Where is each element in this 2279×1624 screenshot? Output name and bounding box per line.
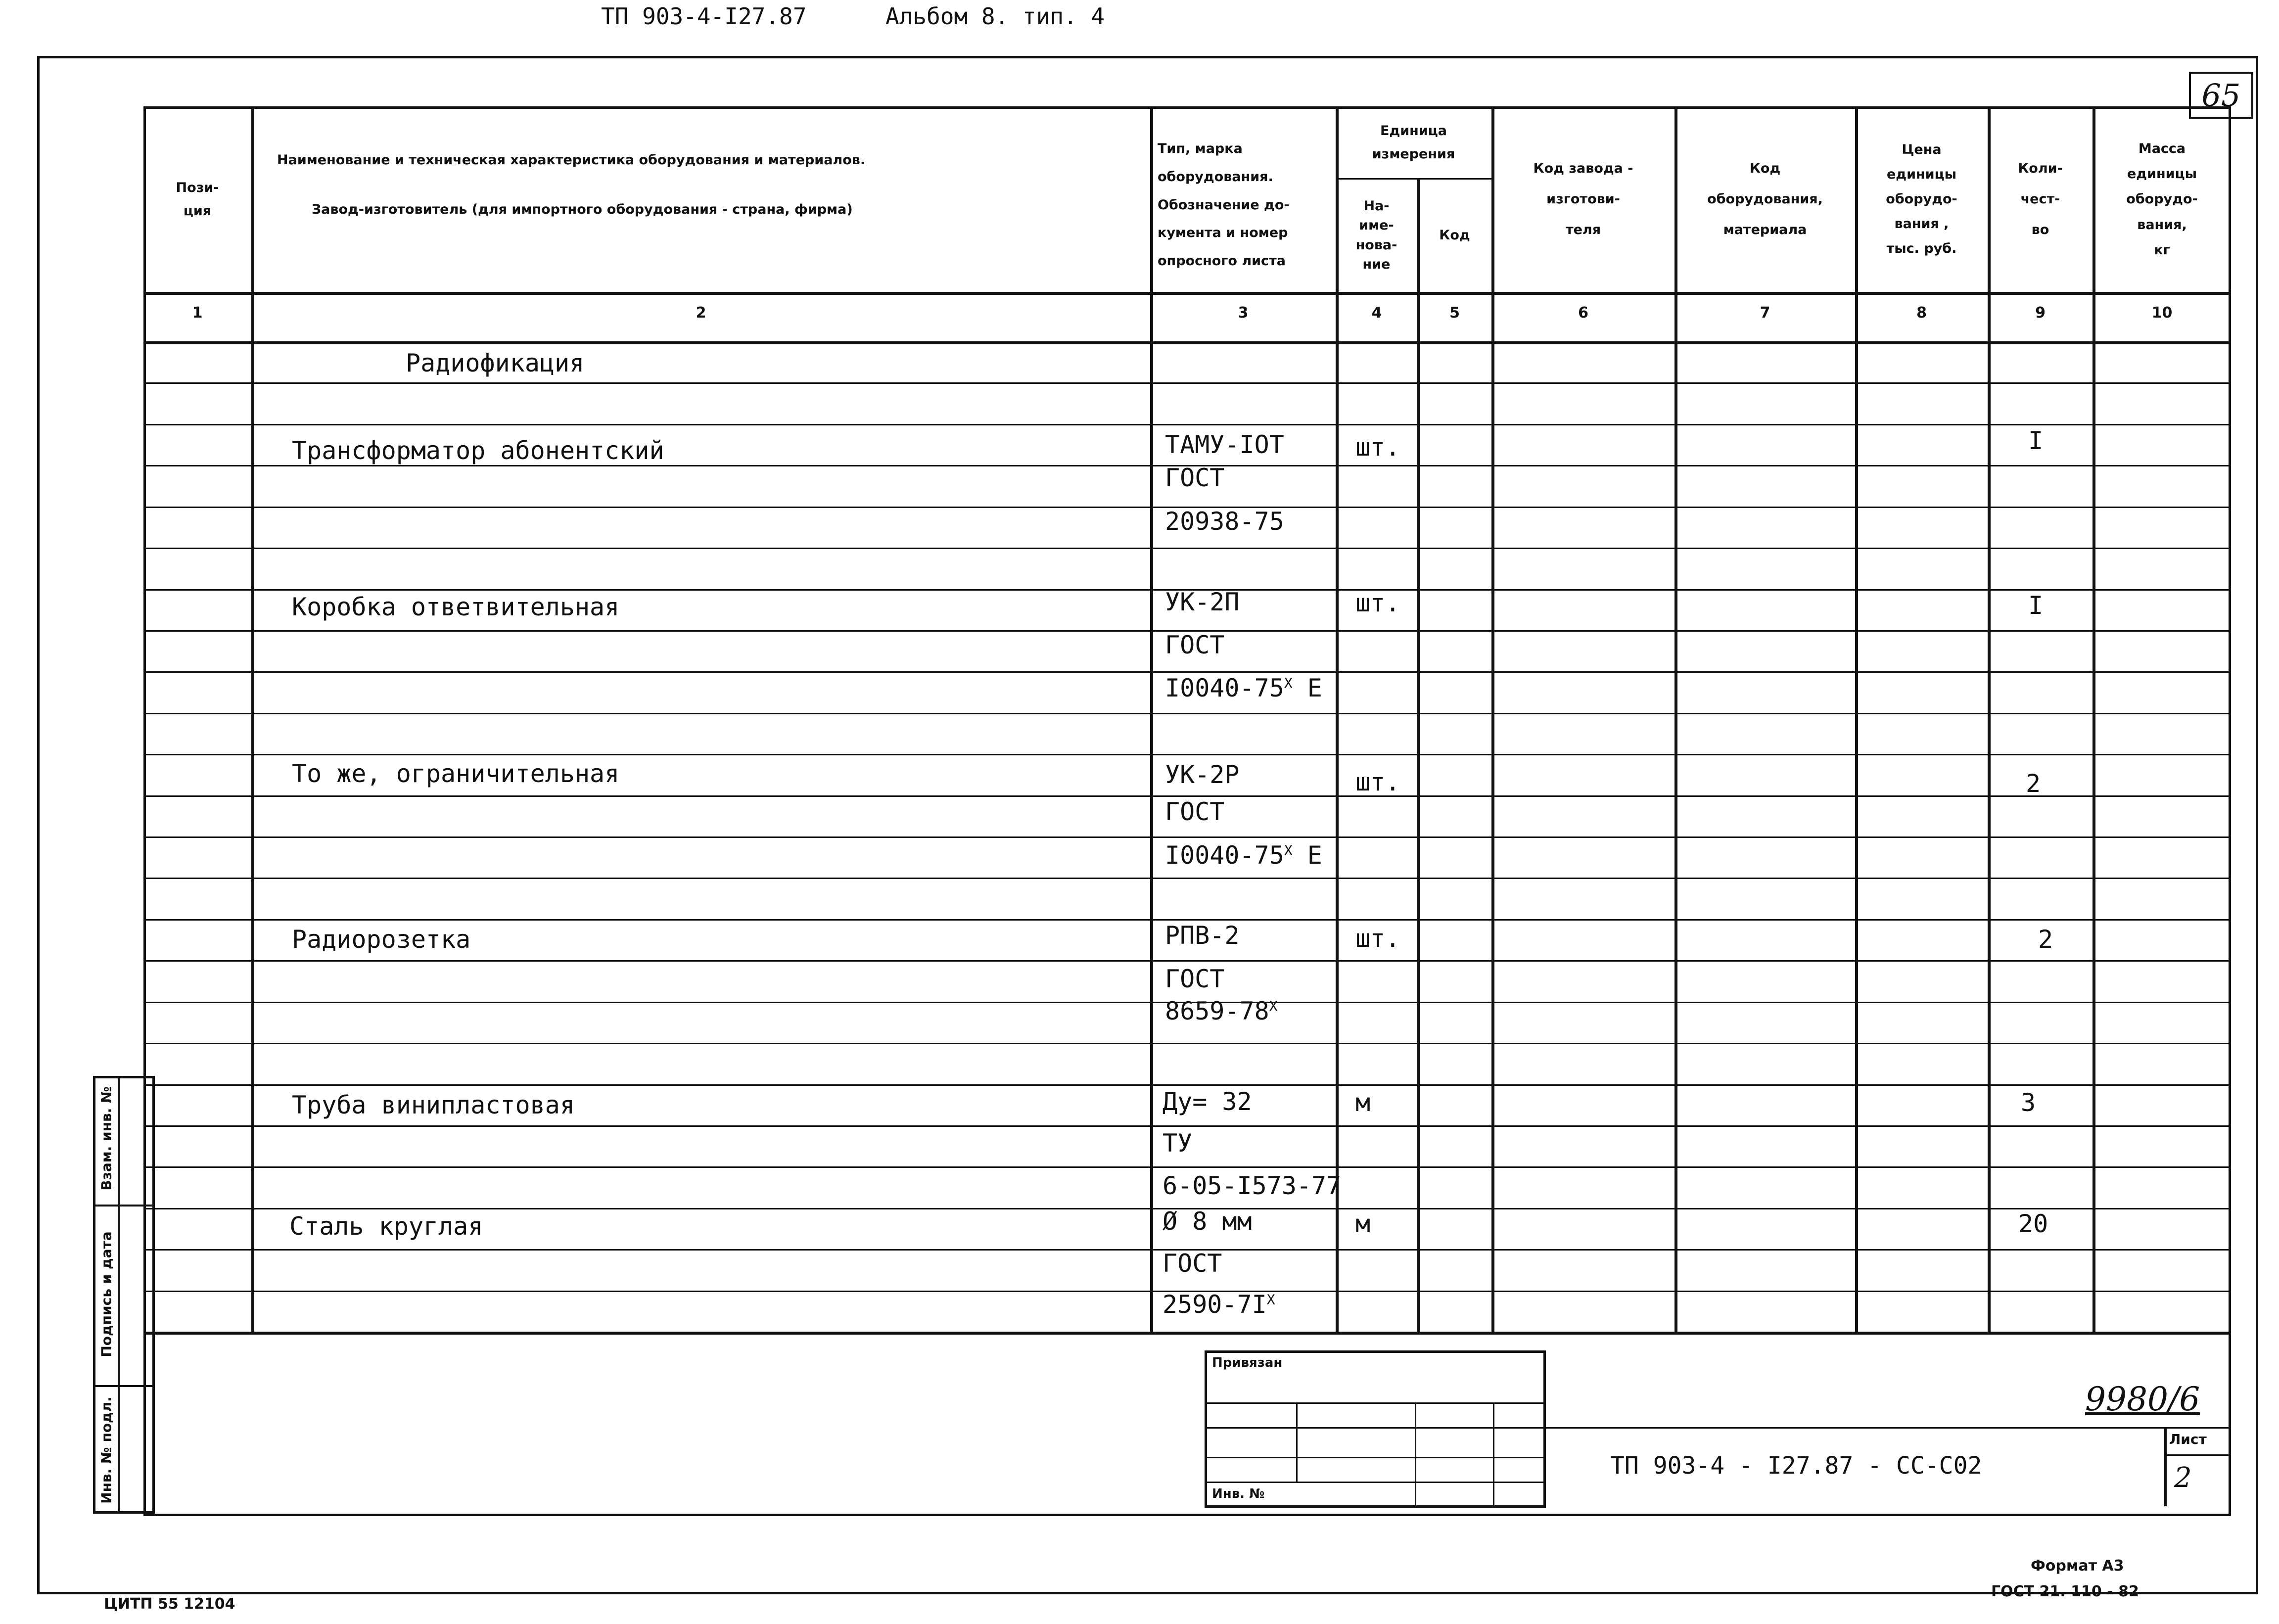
document-code: ТП 903-4 - I27.87 - СС-С02 [1610, 1452, 1982, 1480]
privyazan-label: Привязан [1212, 1355, 1283, 1370]
table-row-rule [143, 960, 2231, 962]
sheet-number: 2 [2174, 1462, 2192, 1494]
header-unit-name: На- име- нова- ние [1355, 198, 1397, 272]
format-label: Формат А3 [2031, 1557, 2124, 1575]
item-type-line: Ø 8 мм [1163, 1207, 1252, 1236]
colnum-5: 5 [1449, 304, 1460, 322]
colnum-3: 3 [1238, 304, 1249, 322]
item-name: Коробка ответвительная [292, 593, 620, 621]
colnum-10: 10 [2151, 304, 2173, 322]
colnum-8: 8 [1916, 304, 1927, 322]
item-type-suffix: Е [1292, 674, 1322, 702]
table-bottom-rule [143, 1332, 2231, 1335]
album-header: Альбом 8. тип. 4 [885, 3, 1105, 30]
col-divider-1 [251, 106, 254, 1333]
header-name-line2: Завод-изготовитель (для импортного оборудования - страна, фирма) [312, 202, 853, 217]
privyazan-rule [1205, 1482, 1546, 1483]
item-type-value: 8659-78 [1165, 997, 1269, 1025]
item-type-line: ТАМУ-IOТ [1165, 430, 1284, 459]
item-type-superscript: Х [1284, 675, 1293, 692]
table-row-rule [143, 1166, 2231, 1168]
item-type-line: ГОСТ [1165, 965, 1225, 993]
item-type-line: ГОСТ [1165, 631, 1225, 659]
item-unit: шт. [1355, 589, 1400, 617]
item-type-line-group [1165, 997, 1278, 1025]
item-name: Радиорозетка [292, 925, 471, 954]
item-type-superscript: Х [1266, 1291, 1275, 1308]
table-row-rule [143, 836, 2231, 838]
header-unit-code: Код [1439, 227, 1470, 243]
item-type-line: ГОСТ [1165, 464, 1225, 492]
sheet-box-rule [2164, 1454, 2231, 1456]
colnum-6: 6 [1578, 304, 1588, 322]
colnum-7: 7 [1760, 304, 1770, 322]
side-stamp-inv: Инв. № подл. [98, 1396, 115, 1504]
side-stamp-podpis: Подпись и дата [98, 1231, 115, 1357]
side-stamp-vzam: Взам. инв. № [98, 1086, 115, 1191]
privyazan-divider [1415, 1402, 1416, 1508]
item-type-line: ГОСТ [1165, 797, 1225, 826]
item-type-superscript: Х [1284, 842, 1293, 859]
table-row-rule [143, 713, 2231, 714]
item-type-line: Ду= 32 [1163, 1087, 1252, 1116]
item-type-line: УК-2П [1165, 588, 1240, 616]
item-unit: шт. [1355, 924, 1400, 953]
item-type-line: ТУ [1163, 1129, 1193, 1158]
header-bottom-rule [143, 292, 2231, 295]
table-row-rule [143, 1084, 2231, 1086]
inv-no-label: Инв. № [1212, 1486, 1265, 1501]
item-unit: шт. [1355, 433, 1400, 462]
item-name: То же, ограничительная [292, 759, 620, 788]
item-type-line: 6-05-I573-77 [1163, 1171, 1342, 1200]
archive-number: 9980/6 [2085, 1380, 2200, 1418]
table-row-rule [143, 671, 2231, 673]
item-unit: м [1355, 1088, 1371, 1117]
item-type-value: I0040-75 [1165, 841, 1284, 870]
colnum-bottom-rule [143, 341, 2231, 344]
item-quantity: 20 [2018, 1209, 2048, 1238]
item-type-line-group [1165, 841, 1322, 870]
item-quantity: I [2028, 591, 2044, 620]
item-unit: шт. [1355, 768, 1400, 796]
privyazan-rule [1205, 1427, 1546, 1429]
colnum-1: 1 [192, 304, 203, 322]
item-name: Трансформатор абонентский [292, 436, 664, 465]
header-pos: Пози- ция [176, 180, 219, 219]
gost-label: ГОСТ 21. 110 - 82 [1991, 1583, 2139, 1600]
privyazan-divider [1296, 1402, 1298, 1482]
table-row-rule [143, 878, 2231, 879]
document-code-header: ТП 903-4-I27.87 [601, 3, 807, 30]
item-type-value: I0040-75 [1165, 674, 1284, 702]
table-row-rule [143, 1125, 2231, 1127]
colnum-4: 4 [1371, 304, 1382, 322]
item-type-line: ГОСТ [1163, 1249, 1222, 1278]
item-type-suffix: Е [1292, 841, 1322, 870]
title-block-rule [1546, 1427, 2231, 1429]
header-price: Цена единицы оборудо- вания , тыс. руб. [1886, 142, 1957, 256]
item-type-line: 20938-75 [1165, 507, 1284, 536]
item-quantity: 3 [2021, 1088, 2036, 1117]
col-divider-2 [1150, 106, 1153, 1333]
table-row-rule [143, 919, 2231, 921]
table-row-rule [143, 424, 2231, 425]
table-row-rule [143, 795, 2231, 797]
table-row-rule [143, 754, 2231, 755]
col-divider-4 [1417, 178, 1420, 1333]
table-row-rule [143, 1043, 2231, 1044]
item-quantity: 2 [2026, 769, 2041, 798]
item-name: Труба винипластовая [292, 1091, 575, 1119]
tsitp-label: ЦИТП 55 12104 [104, 1595, 235, 1613]
header-quantity: Коли- чест- во [2018, 160, 2063, 238]
colnum-2: 2 [696, 304, 706, 322]
header-unit-group: Единица измерения [1372, 123, 1455, 162]
item-quantity: 2 [2038, 925, 2053, 954]
header-mass: Масса единицы оборудо- вания, кг [2126, 140, 2198, 258]
privyazan-rule [1205, 1402, 1546, 1404]
privyazan-block [1205, 1350, 1546, 1508]
header-type: Тип, марка оборудования. Обозначение до- кумента и номер опросного листа [1158, 141, 1290, 269]
item-type-superscript: Х [1269, 998, 1278, 1015]
item-name: Сталь круглая [289, 1212, 483, 1241]
page-number: 65 [2189, 72, 2253, 119]
item-type-line: УК-2Р [1165, 760, 1240, 789]
header-plant-code: Код завода - изготови- теля [1533, 160, 1633, 238]
item-quantity: I [2028, 426, 2044, 455]
item-type-line-group [1165, 674, 1322, 702]
sheet-label: Лист [2169, 1431, 2207, 1447]
privyazan-divider [1493, 1402, 1494, 1508]
item-type-line: РПВ-2 [1165, 921, 1240, 950]
colnum-9: 9 [2035, 304, 2046, 322]
table-row-rule [143, 548, 2231, 549]
section-title: Радиофикация [406, 349, 585, 377]
side-stamp-divider [118, 1076, 120, 1514]
item-unit: м [1355, 1209, 1371, 1238]
item-type-line-group [1163, 1290, 1275, 1319]
table-row-rule [143, 382, 2231, 384]
item-type-value: 2590-7I [1163, 1290, 1267, 1319]
header-name-line1: Наименование и техническая характеристика оборудования и материалов. [277, 152, 866, 168]
header-equipment-code: Код оборудования, материала [1707, 160, 1823, 238]
privyazan-rule [1205, 1457, 1546, 1458]
